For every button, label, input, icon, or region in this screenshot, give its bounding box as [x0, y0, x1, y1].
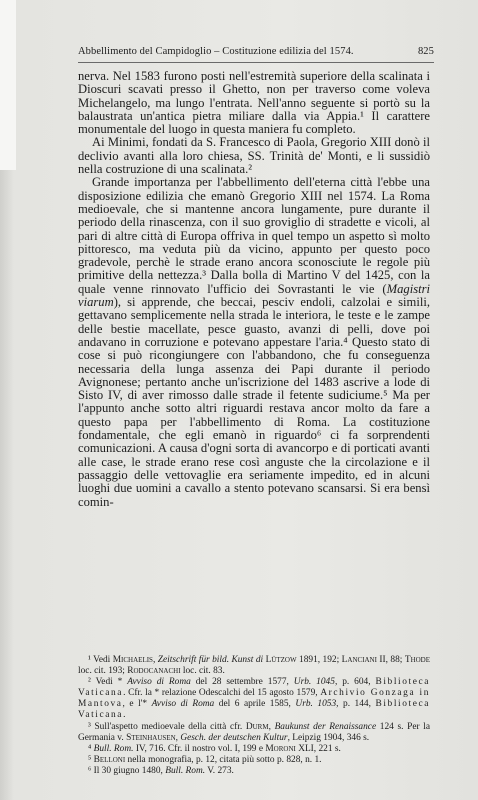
footnote-segment: del 6 aprile 1585,: [214, 699, 296, 710]
footnote-segment: 1891, 192;: [296, 655, 342, 665]
paragraph-3-part-1: Grande importanza per l'abbellimento dell'eterna città l'ebbe una disposizione edilizia che emanò Gregorio XIII nel 1574. La Roma medioevale, che si mantenne ancora lungamente, pure durante il periodo della rinascenza, con il suo groviglio di stradette e vicoli, al pari di altre città di Europa offriva in quel tempo un aspetto sì molto pittoresco, ma veduta più da vicino, appunto per questo poco gradevole, perchè le strade erano ancora sconosciute le regole più primitive della nettezza.³ Dalla bolla di Martino V del 1425, con la quale venne rinnovato l'ufficio dei Sovrastanti le vie (: [78, 175, 430, 296]
footnote-segment: , p. 604,: [334, 677, 376, 688]
footnote-segment: XLI, 221 s.: [295, 743, 341, 754]
page-edge-highlight: [0, 0, 16, 170]
footnote-segment: loc. cit. 83.: [180, 666, 225, 677]
footnote-segment: Bull. Rom.: [165, 765, 206, 776]
body-text: [78, 70, 430, 509]
footnote-segment: Archivio Gonzaga in Mantova: [78, 688, 430, 710]
footnote-segment: 124 s. Per la Germania v.: [78, 721, 431, 743]
footnote-segment: Avviso di Roma: [127, 677, 191, 688]
footnote-segment: Durm: [245, 721, 269, 732]
footnote-segment: , e l'*: [122, 699, 152, 710]
footnote-segment: ² Vedi *: [88, 677, 128, 688]
paragraph-3-part-2: ), si apprende, che beccai, pesciv endoli, calzolai e simili, gettavano semplicemente nella strada le interiora, le teste e le zampe delle bestie macellate, pesce guasto, avanzi di pelli, dove poi andavano in corruzione e potevano appestare l'aria.⁴ Questo stato di cose si può ricongiungere con l'abbandono, che fu conseguenza necessaria della lunga assenza dei Papi durante il periodo Avignonese; pertanto anche un'iscrizione del 1483 ascrive a lode di Sisto IV, di aver rimosso dalle strade il fetente sudiciume.⁵ Ma per l'appunto anche sotto altri riguardi restava ancor molto da fare a questo papa per l'abbellimento di Roma. La costituzione fondamentale, che egli emanò in riguardo⁶ ci fa sorprendenti comunicazioni. A causa d'ogni sorta di avancorpo e di porticati avanti alle case, le strade erano rese così anguste che la circolazione e il passaggio delle vettovaglie era seriamente impedito, ed in alcuni luoghi due uomini a cavallo a stento potevano scansarsi. Si era bensì comin-: [78, 295, 430, 509]
footnote-segment: Biblioteca Vaticana: [78, 677, 431, 699]
footnote-3: [78, 722, 430, 744]
footnote-segment: Steinhausen: [126, 732, 176, 743]
footnote-segment: Biblioteca Vaticana: [78, 699, 431, 721]
footnote-segment: , Leipzig 1904, 346 s.: [287, 732, 370, 743]
footnote-segment: Urb. 1053: [295, 699, 337, 710]
footnote-segment: Zeitschrift für bild. Kunst di: [157, 655, 264, 665]
footnote-segment: Gesch. der deutschen Kultur: [180, 732, 288, 743]
footnote-segment: Bull. Rom.: [93, 743, 134, 754]
footnote-segment: ³ Sull'aspetto medioevale della città cfr.: [88, 721, 246, 732]
footnote-segment: ,: [152, 655, 158, 665]
footnote-segment: Lanciani: [341, 655, 377, 665]
footnote-segment: del 28 settembre 1577,: [190, 677, 294, 688]
footnote-2: [78, 677, 430, 721]
footnote-segment: Thode: [404, 655, 431, 665]
header-rule: [78, 62, 434, 63]
footnote-1: [78, 655, 430, 677]
footnote-segment: Belloni: [93, 754, 126, 765]
footnote-segment: Lützow: [265, 655, 297, 665]
footnote-segment: . Cfr. la * relazione Odescalchi del 15 agosto 1579,: [123, 688, 321, 699]
footnote-segment: Urb. 1045: [293, 677, 335, 688]
footnote-segment: , p. 144,: [336, 699, 376, 710]
paragraph-3-italic: Magistri viarum: [78, 281, 430, 310]
running-title: Abbellimento del Campidoglio – Costituzione edilizia del 1574.: [78, 46, 354, 57]
footnote-5: [78, 755, 430, 766]
footnote-segment: ¹ Vedi: [88, 655, 113, 665]
footnote-segment: Michaelis: [112, 655, 153, 665]
footnote-segment: II, 88;: [376, 655, 405, 665]
footnote-segment: ⁶ Il 30 giugno 1480,: [88, 765, 166, 776]
footnote-segment: Avviso di Roma: [151, 699, 215, 710]
footnote-6: [78, 766, 430, 777]
page-number: 825: [417, 46, 434, 57]
footnotes: [78, 655, 430, 777]
footnote-segment: ,: [268, 721, 275, 732]
footnote-segment: ⁵: [88, 754, 94, 765]
footnote-segment: Baukunst der Renaissance: [274, 721, 377, 732]
footnote-segment: nella monografia, p. 12, citata più sotto p. 828, n. 1.: [125, 754, 322, 765]
paragraph-3: [78, 176, 430, 508]
footnote-4: [78, 744, 430, 755]
paragraph-1: nerva. Nel 1583 furono posti nell'estremità superiore della scalinata i Dioscuri scavati presso il Ghetto, non per traverso come voleva Michelangelo, ma lungo l'entrata. Nell'anno seguente si portò su la balaustrata un'antica pietra miliare dalla via Appia.¹ Il carattere monumentale del luogo in questa maniera fu completo.: [78, 69, 430, 137]
footnote-segment: .: [123, 710, 126, 721]
footnote-segment: Rodocanachi: [127, 666, 181, 677]
footnote-segment: V. 273.: [205, 765, 234, 776]
footnote-segment: Moroni: [265, 743, 296, 754]
footnote-segment: loc. cit. 193;: [78, 666, 128, 677]
paragraph-2: Ai Minimi, fondati da S. Francesco di Paola, Gregorio XIII donò il declivio avanti alla loro chiesa, SS. Trinità de' Monti, e li sussidiò nella costruzione di una scalinata.²: [78, 135, 430, 177]
footnote-segment: ,: [175, 732, 181, 743]
running-header: [78, 46, 434, 57]
footnote-segment: IV, 716. Cfr. il nostro vol. I, 199 e: [133, 743, 266, 754]
footnote-segment: ⁴: [88, 743, 94, 754]
